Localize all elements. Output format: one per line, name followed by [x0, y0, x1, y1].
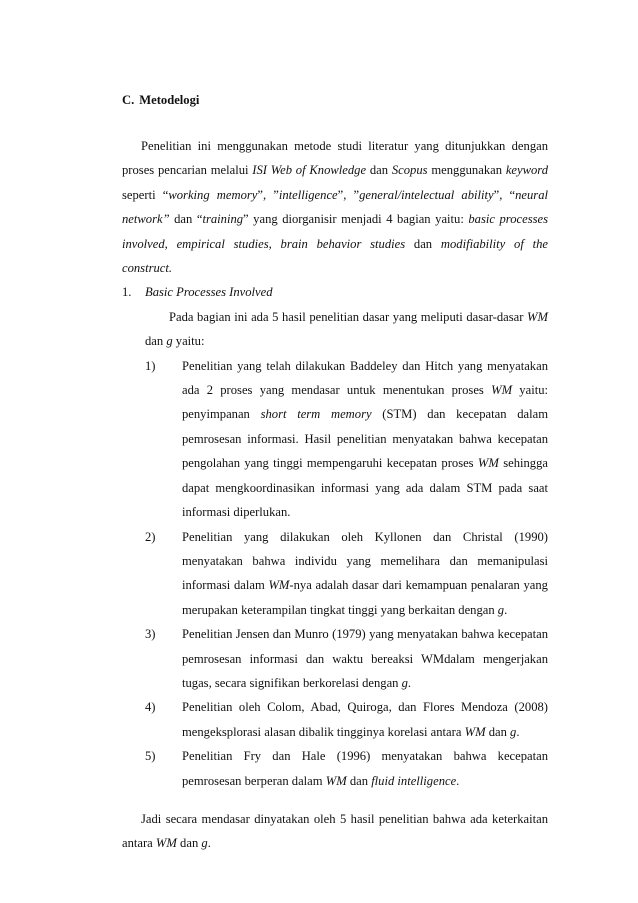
- section-heading-title: Metodelogi: [139, 93, 200, 107]
- text-run: Pada bagian ini ada 5 hasil penelitian dasar yang meliputi dasar-dasar: [169, 309, 528, 324]
- section-heading-number: C.: [122, 93, 135, 107]
- text-run: Penelitian yang dilakukan oleh Kyllonen dan Christal (1990) menyatakan bahwa individu yang memelihara dan memanipulasi informasi dalam: [182, 529, 548, 593]
- italic-text-run: g: [497, 602, 505, 617]
- list-item-text: [182, 749, 548, 787]
- italic-text-run: g: [201, 836, 208, 851]
- text-run: ”, ”: [337, 187, 360, 202]
- text-run: .: [207, 836, 211, 851]
- intro-paragraph: [122, 134, 548, 280]
- italic-text-run: general/intelectual ability: [359, 187, 494, 202]
- list-item: [145, 622, 548, 695]
- italic-text-run: fluid intelligence: [371, 773, 457, 788]
- text-run: dan “: [169, 212, 203, 227]
- italic-text-run: g: [510, 724, 517, 739]
- italic-text-run: training: [202, 212, 244, 227]
- text-run: dan: [405, 236, 441, 251]
- text-run: Jadi secara mendasar dinyatakan oleh 5 hasil penelitian bahwa ada keterkaitan antara: [122, 811, 548, 851]
- italic-text-run: ISI Web of Knowledge: [252, 163, 367, 178]
- text-run: .: [456, 773, 460, 788]
- italic-text-run: WM: [491, 383, 513, 398]
- text-run: .: [516, 724, 520, 739]
- list-marker: 5): [145, 749, 156, 764]
- italic-text-run: keyword: [505, 163, 549, 178]
- italic-text-run: Scopus: [391, 163, 428, 178]
- text-run: sehingga dapat mengkoordinasikan informasi yang ada dalam STM pada saat informasi diperlukan.: [182, 456, 548, 520]
- text-run: Penelitian Fry dan Hale (1996) menyatakan bahwa kecepatan pemrosesan berperan dalam: [182, 749, 548, 788]
- text-run: (STM) dan kecepatan dalam pemrosesan informasi. Hasil penelitian menyatakan bahwa kecepatan pengolahan yang tinggi mempengaruhi kecepatan proses: [182, 407, 549, 471]
- italic-text-run: g: [166, 334, 173, 349]
- italic-text-run: neural network”: [122, 187, 548, 227]
- subsection-body: [122, 305, 548, 793]
- list-item: [145, 695, 548, 744]
- text-run: .: [407, 675, 412, 690]
- italic-text-run: WM: [268, 578, 290, 593]
- list-item: [145, 354, 548, 525]
- subsection-title: [122, 280, 548, 304]
- list-item-text: [182, 627, 548, 690]
- italic-text-run: basic processes involved, empirical studies, brain behavior studies: [122, 212, 549, 251]
- italic-text-run: WM: [155, 836, 177, 851]
- list-marker: 4): [145, 700, 156, 715]
- text-run: ” yang diorganisir menjadi 4 bagian yaitu:: [243, 212, 469, 227]
- italic-text-run: WM: [464, 724, 486, 739]
- subsection-label: Basic Processes Involved: [145, 285, 273, 300]
- italic-text-run: intelligence: [278, 187, 338, 202]
- list-item: [145, 525, 548, 623]
- list-marker: 2): [145, 529, 156, 544]
- list-item-text: [182, 700, 548, 738]
- text-run: menggunakan: [427, 163, 506, 178]
- list-marker: 3): [145, 627, 156, 642]
- text-run: yaitu: penyimpanan: [182, 383, 548, 422]
- text-run: Penelitian oleh Colom, Abad, Quiroga, dan Flores Mendoza (2008) mengeksplorasi alasan dibalik tingginya korelasi antara: [182, 700, 548, 739]
- text-run: dan: [485, 724, 511, 739]
- text-run: ”, ”: [257, 187, 279, 202]
- italic-text-run: WM: [477, 456, 499, 471]
- text-run: -nya adalah dasar dari kemampuan penalaran yang merupakan keterampilan tingkat tinggi yang berkaitan dengan: [182, 578, 548, 617]
- text-run: Penelitian yang telah dilakukan Baddeley dan Hitch yang menyatakan ada 2 proses yang mendasar untuk menentukan proses: [182, 358, 548, 398]
- text-run: yaitu:: [172, 334, 205, 349]
- list-item: [145, 744, 548, 793]
- text-run: dan: [145, 334, 167, 349]
- text-run: .: [504, 602, 508, 617]
- findings-list: [145, 354, 548, 793]
- subsection-number: 1.: [122, 285, 132, 300]
- page-content: [122, 88, 548, 856]
- list-item-text: [182, 530, 548, 617]
- text-run: Penelitian ini menggunakan metode studi literatur yang ditunjukkan dengan proses pencarian melalui: [122, 139, 548, 178]
- list-marker: 1): [145, 358, 156, 373]
- italic-text-run: WM: [325, 773, 347, 788]
- italic-text-run: working memory: [168, 187, 258, 202]
- text-run: ”, “: [493, 187, 516, 202]
- list-item-text: [182, 359, 548, 519]
- text-run: dan: [176, 836, 202, 851]
- section-heading: [122, 88, 548, 112]
- text-run: dan: [346, 773, 372, 788]
- italic-text-run: short term memory: [260, 407, 372, 422]
- text-run: Penelitian Jensen dan Munro (1979) yang menyatakan bahwa kecepatan pemrosesan informasi dan waktu bereaksi WMdalam mengerjakan tugas, secara signifikan berkorelasi dengan: [182, 627, 548, 690]
- italic-text-run: WM: [527, 309, 548, 324]
- closing-paragraph: [122, 807, 548, 856]
- italic-text-run: modifiability of the construct.: [122, 236, 548, 276]
- text-run: seperti “: [122, 187, 169, 202]
- italic-text-run: g: [401, 675, 408, 690]
- text-run: dan: [366, 163, 392, 178]
- subsection-lead-paragraph: [145, 305, 548, 354]
